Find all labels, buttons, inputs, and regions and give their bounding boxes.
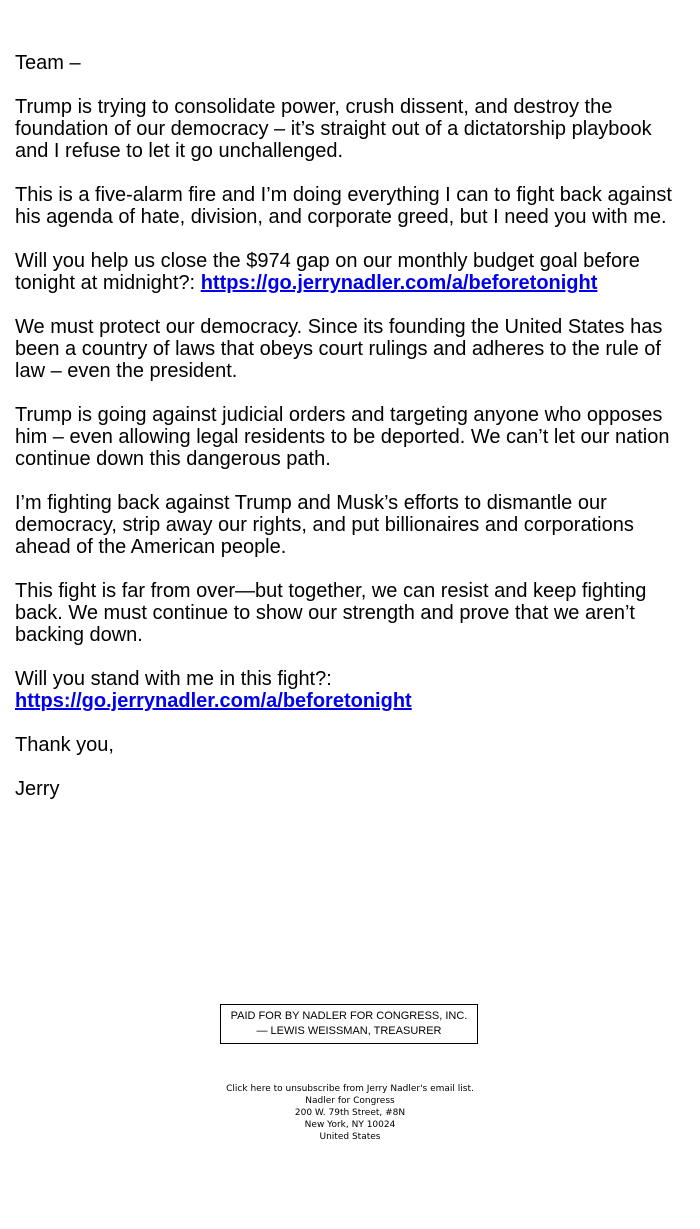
paragraph-8 [15, 668, 687, 712]
greeting: Team – [15, 52, 81, 74]
closing: Thank you, [15, 734, 114, 756]
paragraph-6: I’m fighting back against Trump and Musk’s efforts to dismantle our democracy, strip away our rights, and put billionaires and corporations ahead of the American people. [15, 492, 634, 558]
donate-link-2[interactable]: https://go.jerrynadler.com/a/beforetonight [15, 690, 412, 712]
paragraph-1: Trump is trying to consolidate power, crush dissent, and destroy the foundation of our democracy – it’s straight out of a dictatorship playbook and I refuse to let it go unchallenged. [15, 96, 652, 162]
paragraph-4: We must protect our democracy. Since its founding the United States has been a country of laws that obeys court rulings and adheres to the rule of law – even the president. [15, 316, 663, 382]
email-body [15, 52, 687, 822]
email-footer [0, 1083, 700, 1143]
signature: Jerry [15, 778, 60, 800]
footer-country: United States [319, 1132, 381, 1142]
paragraph-2: This is a five-alarm fire and I’m doing everything I can to fight back against his agenda of hate, division, and corporate greed, but I need you with me. [15, 184, 672, 228]
donate-link-1[interactable]: https://go.jerrynadler.com/a/beforetonight [200, 272, 598, 294]
paid-for-line-2: — LEWIS WEISSMAN, TREASURER [256, 1025, 442, 1037]
unsubscribe-link[interactable]: Click here to unsubscribe from Jerry Nadler's email list. [226, 1084, 474, 1094]
paragraph-7: This fight is far from over—but together, we can resist and keep fighting back. We must continue to show our strength and prove that we aren’t backing down. [15, 580, 647, 646]
paragraph-3 [15, 250, 687, 294]
paid-for-line-1: PAID FOR BY NADLER FOR CONGRESS, INC. [230, 1010, 468, 1022]
paid-for-disclaimer [220, 1004, 478, 1044]
footer-org: Nadler for Congress [305, 1096, 395, 1106]
paragraph-8-text: Will you stand with me in this fight?: [15, 668, 332, 690]
paragraph-3-text: Will you help us close the $974 gap on our monthly budget goal before tonight at midnight?: [15, 250, 640, 294]
footer-city: New York, NY 10024 [304, 1120, 396, 1130]
footer-street: 200 W. 79th Street, #8N [294, 1108, 406, 1118]
paragraph-5: Trump is going against judicial orders and targeting anyone who opposes him – even allowing legal residents to be deported. We can’t let our nation continue down this dangerous path. [15, 404, 670, 470]
